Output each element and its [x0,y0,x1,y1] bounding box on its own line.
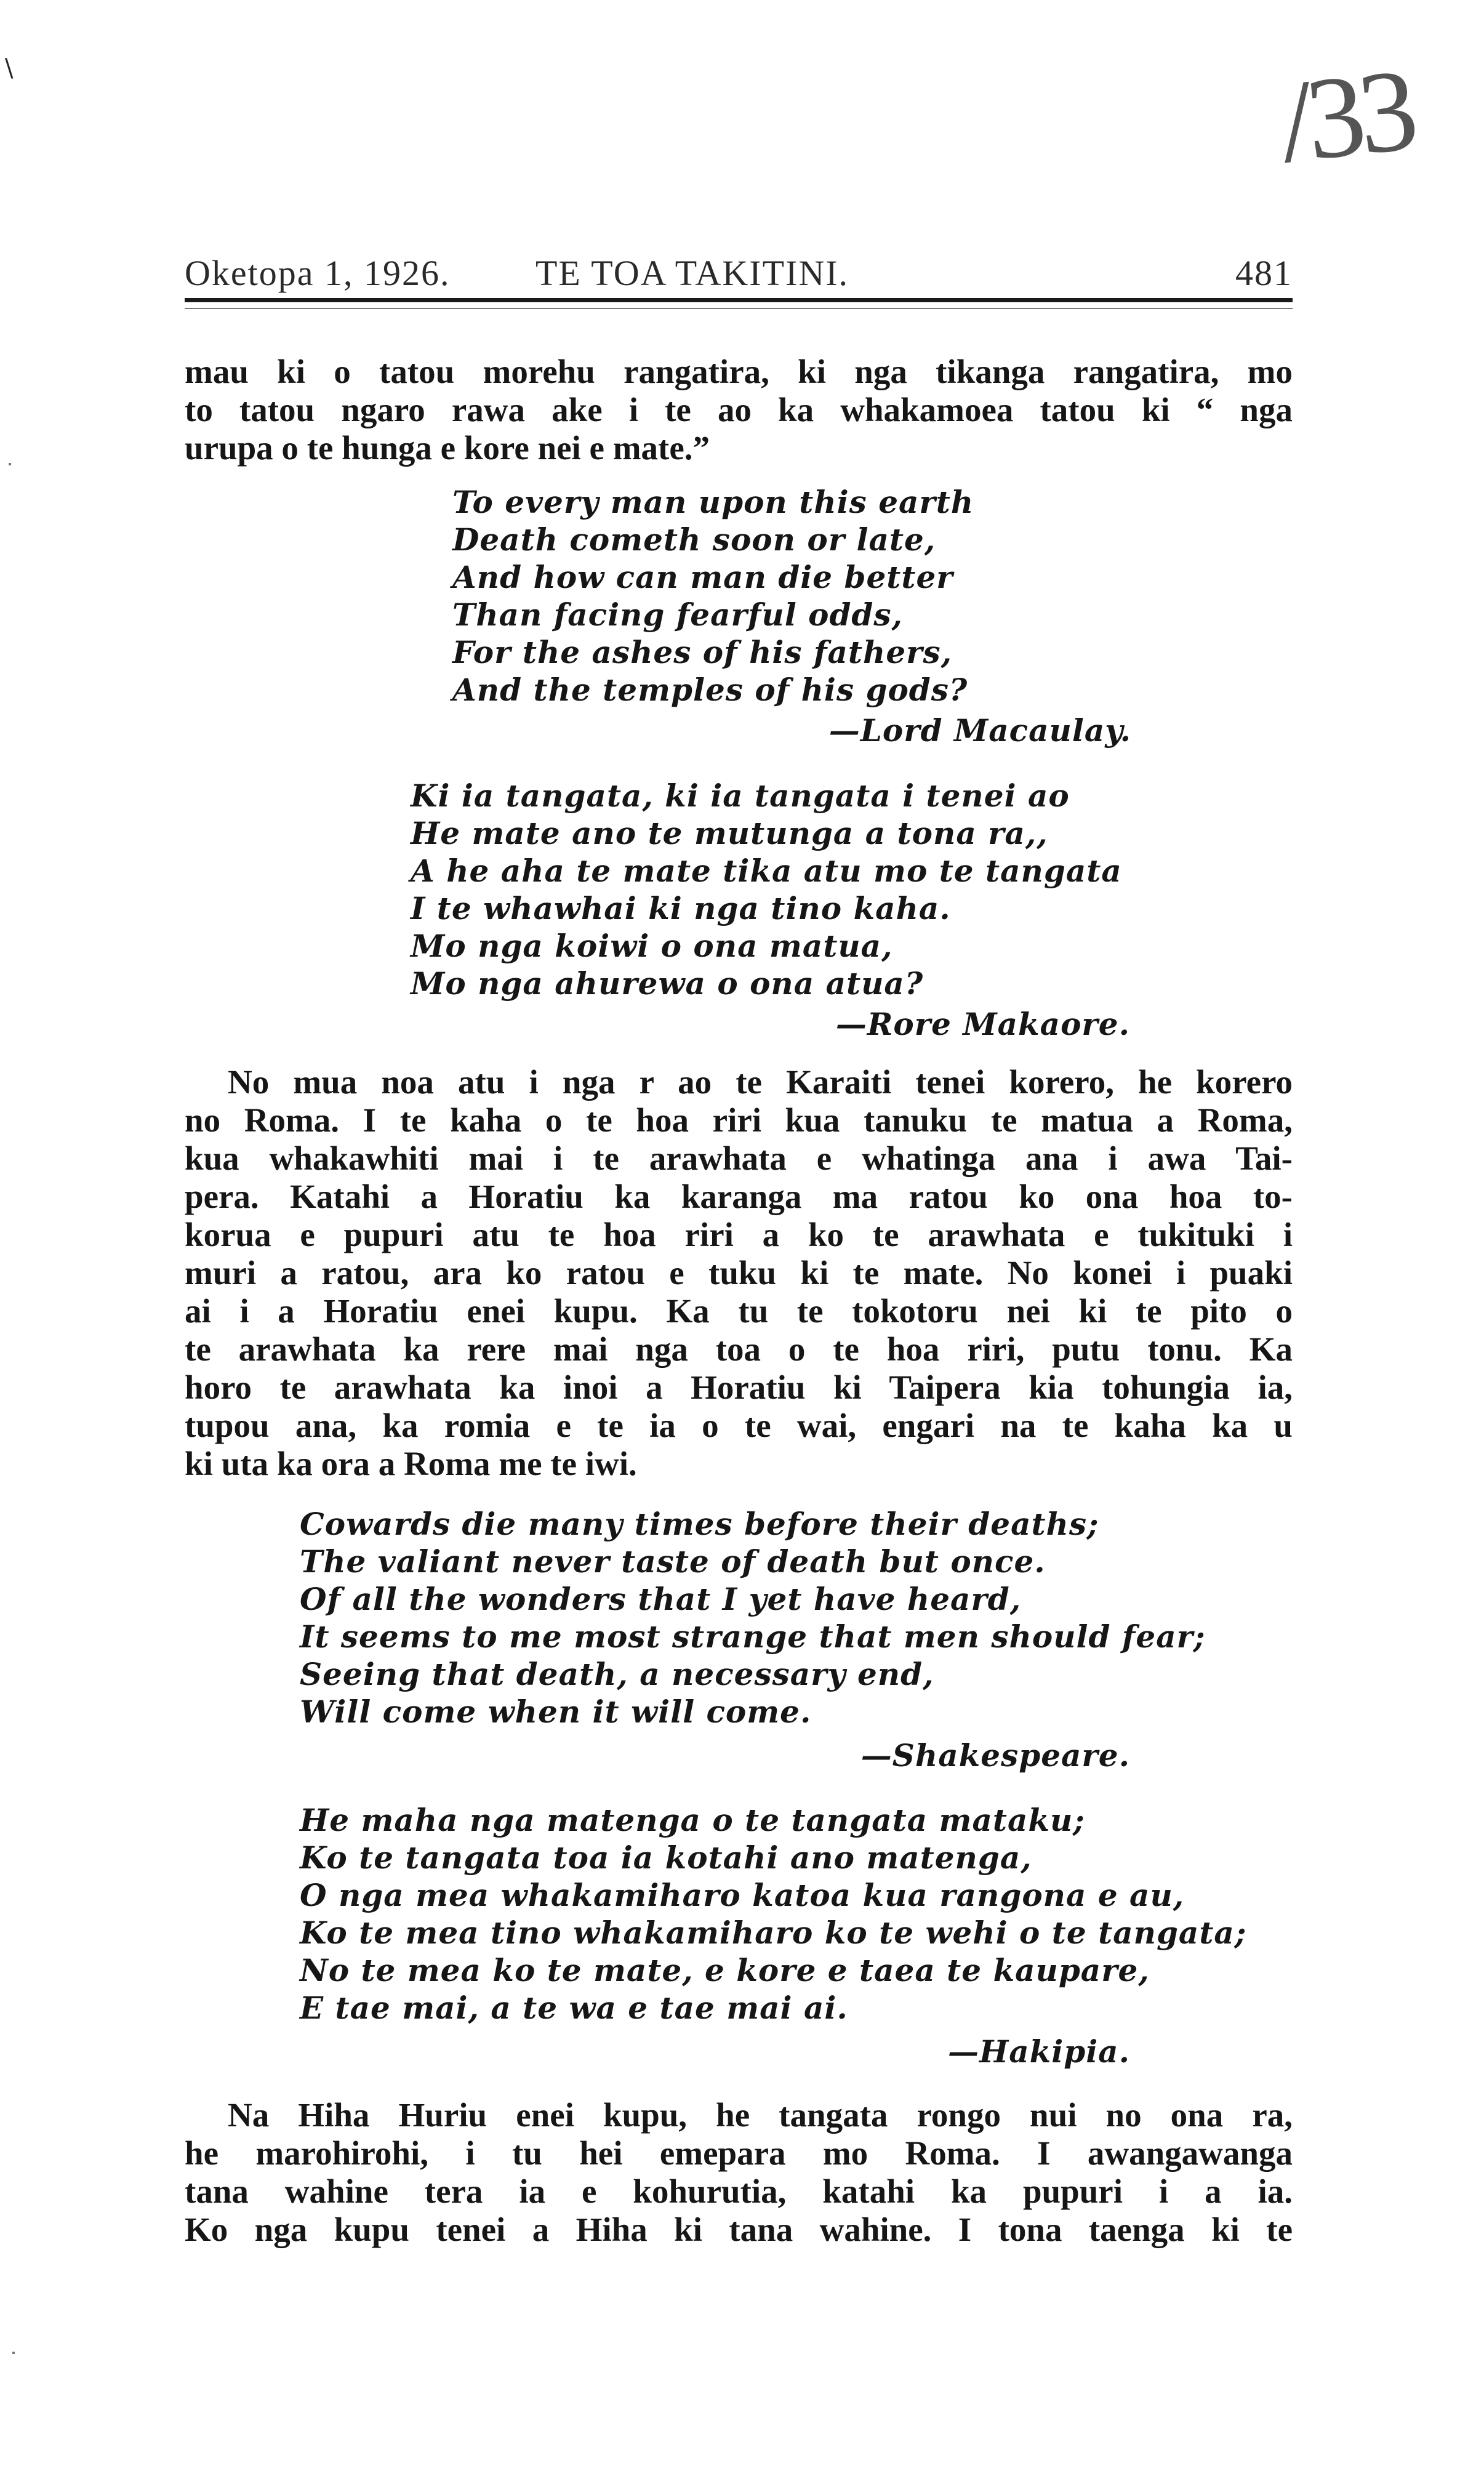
poem-stanza [452,483,974,709]
header-rule [185,298,1293,302]
handwritten-folio-number: /33 [1273,45,1418,188]
text-line: kua whakawhiti mai i te arawhata e whatinga ana i awa Tai- [185,1140,1293,1177]
text-line: to tatou ngaro rawa ake i te ao ka whakamoea tatou ki “ nga [185,391,1293,428]
scan-speck [9,463,11,465]
text-line: korua e pupuri atu te hoa riri a ko te arawhata e tukituki i [185,1216,1293,1253]
poem-line: A he aha te mate tika atu mo te tangata [411,853,1122,889]
paragraph [185,2096,1293,2249]
header-date: Oketopa 1, 1926. [185,253,451,293]
paragraph [185,353,1293,467]
text-line: No mua noa atu i nga r ao te Karaiti tenei korero, he korero [228,1063,1293,1101]
poem-line: Of all the wonders that I yet have heard, [300,1581,1022,1617]
poem-line: Than facing fearful odds, [452,597,903,633]
poem-line: Ki ia tangata, ki ia tangata i tenei ao [411,778,1070,814]
text-line: tana wahine tera ia e kohurutia, katahi ka pupuri i a ia. [185,2173,1293,2210]
poem-attribution: —Lord Macaulay. [828,712,1131,749]
poem-line: Cowards die many times before their deaths; [300,1506,1099,1542]
poem-line: He mate ano te mutunga a tona ra,, [411,815,1048,851]
poem-line: And how can man die better [452,559,953,595]
page-number: 481 [1235,253,1293,293]
text-line: Ko nga kupu tenei a Hiha ki tana wahine. I tona taenga ki te [185,2211,1293,2248]
poem-line: Ko te mea tino whakamiharo ko te wehi o te tangata; [300,1915,1247,1951]
text-line: no Roma. I te kaha o te hoa riri kua tanuku te matua a Roma, [185,1101,1293,1139]
text-line: Na Hiha Huriu enei kupu, he tangata rongo nui no ona ra, [228,2096,1293,2134]
paragraph [185,1063,1293,1483]
poem-line: Ko te tangata toa ia kotahi ano matenga, [300,1839,1032,1876]
poem-line: I te whawhai ki nga tino kaha. [411,890,951,926]
poem-line: Will come when it will come. [300,1694,812,1730]
text-line: muri a ratou, ara ko ratou e tuku ki te mate. No konei i puaki [185,1254,1293,1292]
poem-attribution: —Rore Makaore. [835,1006,1130,1042]
text-line: te arawhata ka rere mai nga toa o te hoa riri, putu tonu. Ka [185,1330,1293,1368]
text-line: mau ki o tatou morehu rangatira, ki nga tikanga rangatira, mo [185,353,1293,390]
scan-speck [12,2352,15,2354]
poem-line: No te mea ko te mate, e kore e taea te kaupare, [300,1952,1150,1988]
poem-line: For the ashes of his fathers, [452,634,953,670]
text-line: horo te arawhata ka inoi a Horatiu ki Taipera kia tohungia ia, [185,1369,1293,1406]
poem-attribution: —Hakipia. [947,2033,1130,2070]
text-line: tupou ana, ka romia e te ia o te wai, engari na te kaha ka u [185,1407,1293,1444]
poem-line: He maha nga matenga o te tangata mataku; [300,1802,1085,1838]
text-line: ai i a Horatiu enei kupu. Ka tu te tokotoru nei ki te pito o [185,1292,1293,1330]
scan-corner-mark: \ [5,54,14,82]
text-line: ki uta ka ora a Roma me te iwi. [185,1445,637,1482]
poem-line: The valiant never taste of death but once. [300,1543,1046,1580]
poem-line: And the temples of his gods? [452,672,968,708]
poem-line: O nga mea whakamiharo katoa kua rangona e au, [300,1877,1185,1913]
poem-attribution: —Shakespeare. [860,1737,1130,1774]
poem-line: Death cometh soon or late, [452,521,936,558]
poem-line: To every man upon this earth [452,484,974,520]
poem-stanza [300,1505,1205,1730]
poem-line: E tae mai, a te wa e tae mai ai. [300,1990,848,2026]
running-header [185,252,1293,295]
poem-line: It seems to me most strange that men should fear; [300,1618,1206,1655]
poem-stanza [300,1801,1246,2027]
header-rule-thin [185,308,1293,309]
poem-line: Seeing that death, a necessary end, [300,1656,934,1692]
text-line: pera. Katahi a Horatiu ka karanga ma ratou ko ona hoa to- [185,1178,1293,1215]
poem-stanza [411,777,1122,1002]
poem-line: Mo nga ahurewa o ona atua? [411,965,924,1002]
text-line: he marohirohi, i tu hei emepara mo Roma. I awangawanga [185,2134,1293,2172]
poem-line: Mo nga koiwi o ona matua, [411,928,893,964]
text-line: urupa o te hunga e kore nei e mate.” [185,429,710,467]
header-title: TE TOA TAKITINI. [535,253,849,293]
